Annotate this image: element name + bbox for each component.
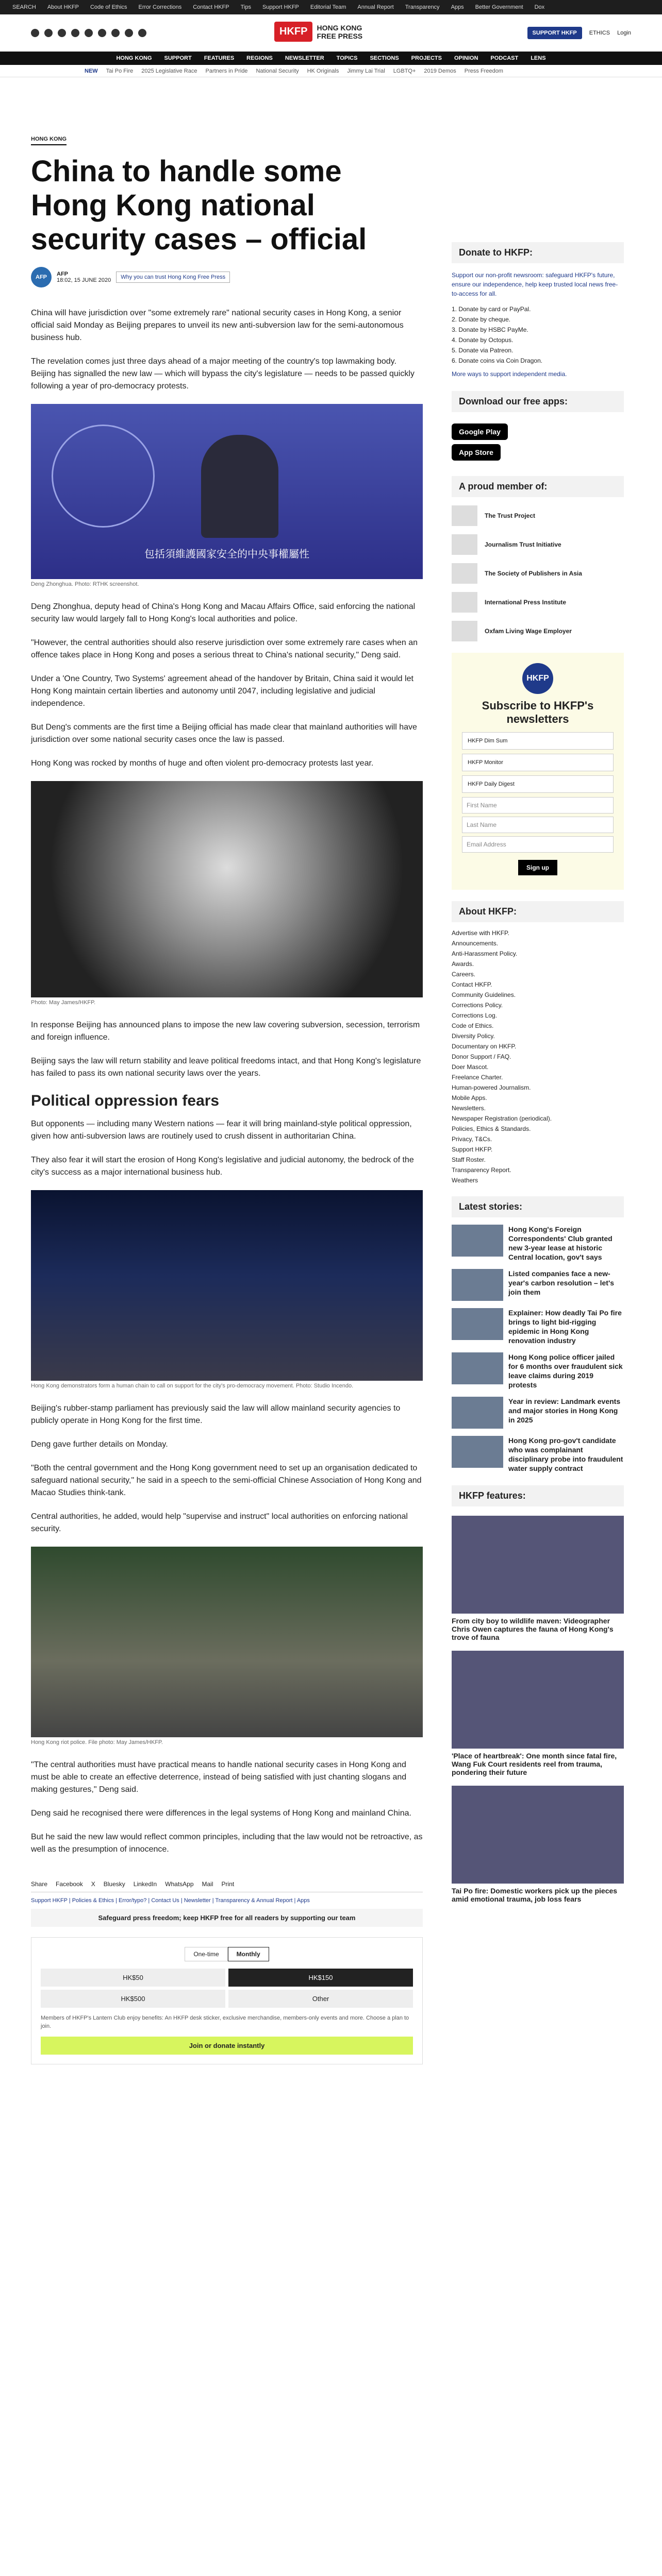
story-thumbnail[interactable] — [452, 1225, 503, 1257]
paragraph: They also fear it will start the erosion of Hong Kong's legislative and judicial autonomy, the bedrock of the city's success as a major international business hub. — [31, 1156, 414, 1177]
youtube-icon[interactable] — [85, 29, 93, 37]
donate-option[interactable]: 5. Donate via Patreon. — [452, 347, 514, 354]
paragraph: Deng gave further details on Monday. — [31, 1440, 168, 1449]
story-thumbnail[interactable] — [452, 1269, 503, 1301]
paragraph: The revelation comes just three days ahead of a major meeting of the country's top lawmaking body. Beijing has signalled the new law — which will bypass the city's legislature — needs to be passed quickly following a year of pro-democracy protests. — [31, 357, 415, 391]
share-link[interactable]: Mail — [202, 1880, 213, 1888]
about-link[interactable]: Careers. — [452, 971, 476, 978]
feature-image[interactable] — [452, 1786, 624, 1884]
nav-item[interactable]: FEATURES — [204, 55, 235, 61]
login-link[interactable]: Login — [617, 30, 631, 36]
about-link[interactable]: Mobile Apps. — [452, 1094, 487, 1101]
member-name: Journalism Trust Initiative — [485, 541, 561, 548]
feature-story[interactable] — [452, 1786, 624, 1903]
article — [31, 134, 423, 2064]
feature-title[interactable]: From city boy to wildlife maven: Videographer Chris Owen captures the fauna of Hong Kong's trove of fauna — [452, 1617, 614, 1641]
topbar-link[interactable]: Code of Ethics — [90, 4, 127, 10]
newsletter-box — [452, 653, 624, 890]
top-utility-bar — [0, 0, 662, 14]
member-logo — [452, 563, 477, 584]
latest-story[interactable] — [452, 1308, 624, 1345]
donate-option[interactable]: 1. Donate by card or PayPal. — [452, 306, 531, 313]
topbar-link[interactable]: Annual Report — [357, 4, 394, 10]
member-org[interactable] — [452, 505, 624, 526]
donate-box — [452, 242, 624, 379]
story-title[interactable]: Year in review: Landmark events and major stories in Hong Kong in 2025 — [508, 1397, 621, 1424]
paragraph: Central authorities, he added, would help "supervise and instruct" local authorities on enforcing national security. — [31, 1512, 408, 1533]
topbar-link[interactable]: About HKFP — [47, 4, 79, 10]
story-thumbnail[interactable] — [452, 1352, 503, 1384]
page-title: China to handle some Hong Kong national security cases – official — [31, 155, 367, 256]
topbar-link[interactable]: Support HKFP — [262, 4, 299, 10]
newsletter-option[interactable]: HKFP Dim Sum — [462, 732, 614, 750]
member-logo — [452, 592, 477, 613]
byline — [31, 267, 423, 287]
latest-story[interactable] — [452, 1352, 624, 1389]
facebook-icon[interactable] — [31, 29, 39, 37]
topbar-link[interactable]: Tips — [240, 4, 251, 10]
hkfp-round-logo: HKFP — [522, 663, 553, 694]
nav-item[interactable]: PROJECTS — [411, 55, 442, 61]
story-thumbnail[interactable] — [452, 1436, 503, 1468]
nav-item[interactable]: REGIONS — [246, 55, 273, 61]
topbar-link[interactable]: Editorial Team — [310, 4, 346, 10]
google-play-button[interactable]: Google Play — [452, 423, 508, 440]
topbar-link[interactable]: Contact HKFP — [193, 4, 229, 10]
feature-image[interactable] — [452, 1516, 624, 1614]
sidebar-heading: HKFP features: — [452, 1485, 624, 1506]
feature-story[interactable] — [452, 1651, 624, 1776]
sidebar-heading: A proud member of: — [452, 476, 624, 497]
support-hkfp-button[interactable]: SUPPORT HKFP — [527, 27, 582, 39]
about-link[interactable]: Privacy, T&Cs. — [452, 1136, 492, 1143]
member-name: International Press Institute — [485, 599, 567, 606]
paragraph: Under a 'One Country, Two Systems' agreement ahead of the handover by Britain, China said it would let Hong Kong maintain certain liberties and autonomy until 2047, including legislative and judicial independence. — [31, 674, 413, 708]
donate-option[interactable]: 2. Donate by cheque. — [452, 316, 511, 323]
nav-item[interactable]: SECTIONS — [370, 55, 399, 61]
member-name: The Trust Project — [485, 512, 536, 519]
tab-one-time[interactable]: One-time — [185, 1947, 227, 1961]
safeguard-banner[interactable]: Safeguard press freedom; keep HKFP free for all readers by supporting our team — [31, 1909, 423, 1927]
author-avatar[interactable]: AFP — [31, 267, 52, 287]
paragraph: Deng Zhonghua, deputy head of China's Hong Kong and Macau Affairs Office, said enforcing the national security law would largely fall to Hong Kong's local authorities and police. — [31, 602, 416, 623]
story-title[interactable]: Explainer: How deadly Tai Po fire brings to light bid-rigging epidemic in Hong Kong renovation industry — [508, 1309, 622, 1345]
ticker-item[interactable]: LGBTQ+ — [393, 67, 416, 74]
share-link[interactable]: X — [91, 1880, 95, 1888]
human-chain-photo — [31, 1190, 423, 1381]
newsletter-option[interactable]: HKFP Monitor — [462, 754, 614, 771]
about-link[interactable]: Newspaper Registration (periodical). — [452, 1115, 552, 1122]
about-link[interactable]: Awards. — [452, 960, 474, 968]
ticker-new-label: NEW — [85, 67, 98, 74]
amount-option[interactable]: Other — [228, 1990, 413, 2008]
about-link[interactable]: Code of Ethics. — [452, 1022, 494, 1029]
image-caption: Hong Kong demonstrators form a human chain to call on support for the city's pro-democracy movement. Photo: Studio Incendo. — [31, 1383, 354, 1389]
member-logo — [452, 621, 477, 641]
topbar-link[interactable]: Dox — [534, 4, 545, 10]
paragraph: But opponents — including many Western nations — fear it will bring mainland-style political oppression, given how anti-subversion laws are routinely used to crush dissent in authoritarian China. — [31, 1120, 412, 1141]
about-link[interactable]: Contact HKFP. — [452, 981, 492, 988]
paragraph: China will have jurisdiction over "some extremely rare" national security cases in Hong Kong, a senior official said Monday as Beijing prepares to unveil its new anti-subversion law for the semi-autonomous business hub. — [31, 309, 404, 342]
section-heading: Political oppression fears — [31, 1092, 220, 1109]
member-org[interactable] — [452, 621, 624, 641]
riot-police-photo — [31, 1547, 423, 1737]
nav-item[interactable]: OPINION — [454, 55, 478, 61]
first-name-field[interactable]: First Name — [462, 797, 614, 814]
about-link[interactable]: Transparency Report. — [452, 1166, 511, 1174]
about-link[interactable]: Human-powered Journalism. — [452, 1084, 531, 1091]
features-box — [452, 1485, 624, 1903]
sidebar — [452, 242, 624, 1912]
paragraph: But he said the new law would reflect common principles, including that the law would not be retroactive, as well as the presumption of innocence. — [31, 1833, 423, 1854]
story-thumbnail[interactable] — [452, 1397, 503, 1429]
article-kicker[interactable]: HONG KONG — [31, 136, 67, 145]
article-links[interactable]: Support HKFP | Policies & Ethics | Error/typo? | Contact Us | Newsletter | Transparency & Annual Report | Apps — [31, 1897, 310, 1904]
topbar-link[interactable]: Apps — [451, 4, 464, 10]
about-link[interactable]: Diversity Policy. — [452, 1032, 495, 1040]
protest-photo — [31, 781, 423, 997]
donate-option[interactable]: 6. Donate coins via Coin Dragon. — [452, 357, 543, 364]
topbar-link[interactable]: Error Corrections — [138, 4, 182, 10]
mastodon-icon[interactable] — [125, 29, 133, 37]
paragraph: "However, the central authorities should also reserve jurisdiction over some extremely rare cases when an offence takes place in Hong Kong and poses a serious threat to China's national security," Deng said. — [31, 638, 418, 659]
sidebar-heading: Latest stories: — [452, 1196, 624, 1217]
social-icons — [31, 29, 146, 37]
topbar-link[interactable]: SEARCH — [12, 4, 36, 10]
more-ways-link[interactable]: More ways to support independent media. — [452, 370, 567, 378]
share-link[interactable]: Share — [31, 1880, 48, 1888]
about-link[interactable]: Advertise with HKFP. — [452, 929, 509, 937]
ticker-bar — [0, 65, 662, 77]
speaker-figure — [201, 435, 278, 538]
story-title[interactable]: Hong Kong's Foreign Correspondents' Club granted new 3-year lease at historic Central location, gov't says — [508, 1225, 613, 1261]
member-logo — [452, 534, 477, 555]
nav-item[interactable]: HONG KONG — [116, 55, 152, 61]
nav-item[interactable]: NEWSLETTER — [285, 55, 324, 61]
about-link[interactable]: Weathers — [452, 1177, 478, 1184]
story-title[interactable]: Hong Kong pro-gov't candidate who was complainant disciplinary probe into fraudulent water supply contract — [508, 1436, 623, 1472]
amount-option[interactable]: HK$500 — [41, 1990, 225, 2008]
threads-icon[interactable] — [71, 29, 79, 37]
story-title[interactable]: Hong Kong police officer jailed for 6 months over fraudulent sick leave claims during 2019 protests — [508, 1353, 623, 1389]
paragraph: Hong Kong was rocked by months of huge and often violent pro-democracy protests last year. — [31, 759, 374, 768]
paragraph: "The central authorities must have practical means to handle national security cases in Hong Kong and must be able to create an effective deterrence, instead of being satisfied with just chanting slogans and making gestures," Deng said. — [31, 1760, 407, 1794]
deng-photo — [31, 404, 423, 579]
ethics-link[interactable]: ETHICS — [589, 30, 610, 36]
latest-story[interactable] — [452, 1436, 624, 1473]
feature-title[interactable]: 'Place of heartbreak': One month since fatal fire, Wang Fuk Court residents reel from trauma, pondering their future — [452, 1752, 617, 1776]
amount-option[interactable]: HK$50 — [41, 1969, 225, 1987]
ticker-item[interactable]: Tai Po Fire — [106, 67, 134, 74]
share-bar — [31, 1876, 423, 1892]
latest-story[interactable] — [452, 1269, 624, 1301]
logo-mark: HKFP — [274, 22, 312, 42]
donate-text[interactable]: Support our non-profit newsroom: safeguard HKFP's future, ensure our independence, help keep trusted local news free-to-access for all. — [452, 272, 618, 297]
nav-item[interactable]: TOPICS — [336, 55, 358, 61]
ticker-item[interactable]: 2019 Demos — [424, 67, 456, 74]
about-link[interactable]: Announcements. — [452, 940, 499, 947]
newsletter-option[interactable]: HKFP Daily Digest — [462, 775, 614, 793]
member-box — [452, 476, 624, 641]
about-link[interactable]: Doer Mascot. — [452, 1063, 489, 1071]
rss-icon[interactable] — [138, 29, 146, 37]
logo-line2: FREE PRESS — [317, 31, 363, 40]
about-link[interactable]: Freelance Charter. — [452, 1074, 503, 1081]
sidebar-heading: Download our free apps: — [452, 391, 624, 412]
about-link[interactable]: Staff Roster. — [452, 1156, 486, 1163]
image-caption: Photo: May James/HKFP. — [31, 999, 96, 1006]
share-link[interactable]: Facebook — [56, 1880, 83, 1888]
nav-item[interactable]: LENS — [531, 55, 546, 61]
ticker-item[interactable]: National Security — [256, 67, 299, 74]
linkedin-icon[interactable] — [98, 29, 106, 37]
about-link[interactable]: Donor Support / FAQ. — [452, 1053, 511, 1060]
publish-date: 18:02, 15 JUNE 2020 — [57, 277, 111, 283]
member-name: Oxfam Living Wage Employer — [485, 628, 572, 635]
member-org[interactable] — [452, 563, 624, 584]
about-link[interactable]: Support HKFP. — [452, 1146, 493, 1153]
nav-item[interactable]: PODCAST — [490, 55, 519, 61]
about-link[interactable]: Documentary on HKFP. — [452, 1043, 517, 1050]
about-link[interactable]: Corrections Policy. — [452, 1002, 503, 1009]
app-store-button[interactable]: App Store — [452, 444, 501, 461]
last-name-field[interactable]: Last Name — [462, 817, 614, 833]
paragraph: In response Beijing has announced plans to impose the new law covering subversion, secession, terrorism and foreign influence. — [31, 1021, 420, 1042]
paragraph: Beijing's rubber-stamp parliament has previously said the law will allow mainland security agencies to publicly operate in Hong Kong for the first time. — [31, 1404, 401, 1425]
email-field[interactable]: Email Address — [462, 836, 614, 853]
author-name[interactable]: AFP — [57, 271, 68, 277]
instagram-icon[interactable] — [58, 29, 66, 37]
about-link[interactable]: Anti-Harassment Policy. — [452, 950, 518, 957]
donate-option[interactable]: 4. Donate by Octopus. — [452, 336, 514, 344]
feature-story[interactable] — [452, 1516, 624, 1641]
topbar-link[interactable]: Transparency — [405, 4, 440, 10]
apps-box — [452, 391, 624, 461]
donate-note: Members of HKFP's Lantern Club enjoy benefits: An HKFP desk sticker, exclusive merchandise, members-only events and more. Choose a plan to join. — [41, 2015, 409, 2029]
brand-row — [0, 14, 662, 52]
about-box — [452, 901, 624, 1184]
x-icon[interactable] — [44, 29, 53, 37]
member-org[interactable] — [452, 592, 624, 613]
about-link[interactable]: Community Guidelines. — [452, 991, 516, 998]
story-thumbnail[interactable] — [452, 1308, 503, 1340]
ticker-item[interactable]: Jimmy Lai Trial — [347, 67, 385, 74]
paragraph: Deng said he recognised there were differences in the legal systems of Hong Kong and mainland China. — [31, 1809, 411, 1818]
donate-options — [452, 306, 624, 364]
sidebar-heading: About HKFP: — [452, 901, 624, 922]
ticker-item[interactable]: 2025 Legislative Race — [141, 67, 197, 74]
ticker-item[interactable]: Partners in Pride — [205, 67, 248, 74]
share-link[interactable]: Print — [221, 1880, 235, 1888]
about-link[interactable]: Policies, Ethics & Standards. — [452, 1125, 531, 1132]
nav-item[interactable]: SUPPORT — [164, 55, 192, 61]
ticker-item[interactable]: HK Originals — [307, 67, 339, 74]
hkfp-logo[interactable] — [274, 22, 362, 42]
telegram-icon[interactable] — [111, 29, 120, 37]
member-org[interactable] — [452, 534, 624, 555]
latest-story[interactable] — [452, 1225, 624, 1262]
trust-advisory[interactable]: Why you can trust Hong Kong Free Press — [116, 272, 230, 283]
share-link[interactable]: WhatsApp — [165, 1880, 194, 1888]
share-link[interactable]: Bluesky — [103, 1880, 125, 1888]
video-subtitle: 包括須維護國家安全的中央事權屬性 — [144, 549, 309, 560]
sidebar-heading: Donate to HKFP: — [452, 242, 624, 263]
story-title[interactable]: Listed companies face a new-year's carbon resolution – let's join them — [508, 1269, 615, 1296]
main-nav — [0, 52, 662, 65]
share-link[interactable]: LinkedIn — [133, 1880, 157, 1888]
paragraph: But Deng's comments are the first time a Beijing official has made clear that mainland authorities will have jurisdiction over some national security cases once the law is passed. — [31, 723, 417, 744]
image-caption: Hong Kong riot police. File photo: May James/HKFP. — [31, 1739, 163, 1745]
amount-option[interactable]: HK$150 — [228, 1969, 413, 1987]
member-logo — [452, 505, 477, 526]
hk-emblem — [52, 425, 155, 528]
join-donate-button[interactable]: Join or donate instantly — [41, 2037, 413, 2055]
about-link[interactable]: Newsletters. — [452, 1105, 486, 1112]
image-caption: Deng Zhonghua. Photo: RTHK screenshot. — [31, 581, 139, 587]
topbar-link[interactable]: Better Government — [475, 4, 523, 10]
logo-line1: HONG KONG — [317, 23, 362, 32]
donate-option[interactable]: 3. Donate by HSBC PayMe. — [452, 326, 528, 333]
latest-box — [452, 1196, 624, 1473]
feature-title[interactable]: Tai Po fire: Domestic workers pick up the pieces amid emotional trauma, job loss fears — [452, 1887, 618, 1903]
member-name: The Society of Publishers in Asia — [485, 570, 582, 577]
ticker-item[interactable]: Press Freedom — [464, 67, 503, 74]
donate-widget — [31, 1937, 423, 2064]
feature-image[interactable] — [452, 1651, 624, 1749]
tab-monthly[interactable]: Monthly — [228, 1947, 269, 1961]
sign-up-button[interactable]: Sign up — [518, 860, 557, 875]
latest-story[interactable] — [452, 1397, 624, 1429]
paragraph: Beijing says the law will return stability and leave political freedoms intact, and that Hong Kong's legislature has failed to pass its own national security laws over the years. — [31, 1057, 421, 1078]
newsletter-title: Subscribe to HKFP's newsletters — [482, 699, 594, 725]
about-link[interactable]: Corrections Log. — [452, 1012, 498, 1019]
paragraph: "Both the central government and the Hong Kong government need to set up an organisation dedicated to safeguard national security," he said in a speech to the semi-official Chinese Association of Hong Kong and Macao Studies think-tank. — [31, 1464, 422, 1497]
